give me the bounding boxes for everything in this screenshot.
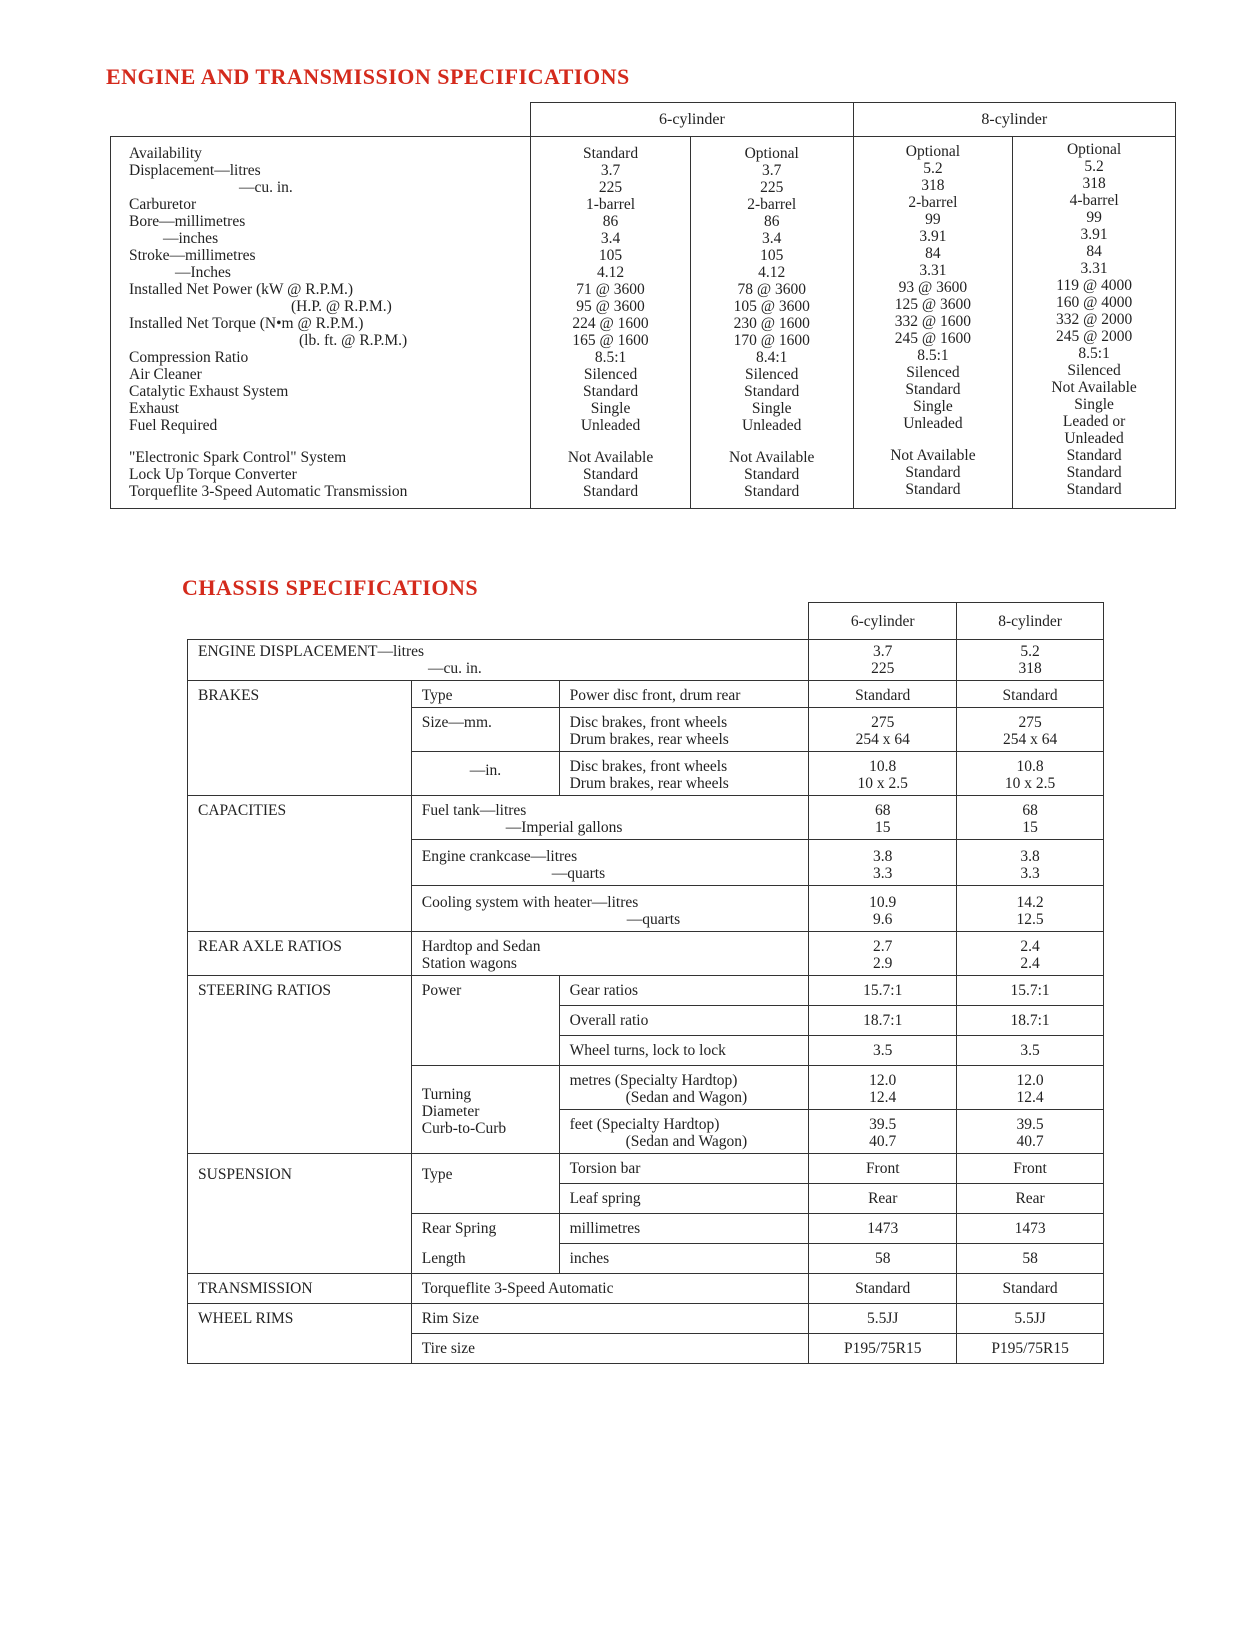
label-wheel-rims: WHEEL RIMS [188, 1304, 412, 1364]
cell-chassis-rear_axle-six-0: 2.7 [873, 938, 893, 955]
cell-chassis-steering-turns_eight: 3.5 [957, 1036, 1104, 1066]
cell-chassis-capacities-cool_eight-0: 14.2 [1016, 894, 1044, 911]
table-cell [809, 1066, 957, 1110]
cell-chassis-brakes-in_eight-0: 10.8 [1016, 758, 1044, 775]
label-net-torque-nm: Installed Net Torque (N•m @ R.P.M.) [129, 315, 364, 332]
cell-engine-columns-1-11: 170 @ 1600 [733, 332, 810, 349]
cell-chassis-steering-overall_six: 18.7:1 [809, 1006, 957, 1036]
cell-engine-columns-2-3: 2-barrel [908, 194, 958, 211]
table-cell [809, 840, 957, 886]
label-net-power-hp: (H.P. @ R.P.M.) [291, 298, 392, 315]
cell-chassis-suspension-leaf_six: Rear [809, 1184, 957, 1214]
cell-engine-columns-3-1: 5.2 [1084, 158, 1104, 175]
engine-col-8cyl-4barrel [1013, 137, 1176, 509]
cell-engine-columns-1-5: 3.4 [762, 230, 782, 247]
cell-chassis-suspension-rear_spring: Rear Spring [411, 1214, 559, 1244]
label-stroke-mm: Stroke—millimetres [129, 247, 256, 264]
engine-header-6cyl: 6-cylinder [531, 103, 853, 137]
cell-engine-columns-3-13: Silenced [1067, 362, 1121, 379]
label-rear-axle: REAR AXLE RATIOS [188, 932, 412, 976]
row-capacities-fuel [188, 796, 1104, 840]
cell-chassis-capacities-crank-0: Engine crankcase—litres [421, 848, 578, 865]
cell-chassis-steering-gear: Gear ratios [559, 976, 809, 1006]
label-steering: STEERING RATIOS [188, 976, 412, 1154]
cell-chassis-suspension-length: Length [411, 1244, 559, 1274]
cell-engine-columns-1-0: Optional [744, 145, 799, 162]
table-cell [957, 1066, 1104, 1110]
cell-chassis-steering-turning-1: Diameter [421, 1103, 480, 1120]
cell-chassis-steering-gear_eight: 15.7:1 [957, 976, 1104, 1006]
table-cell [411, 603, 559, 640]
row-suspension-torsion [188, 1154, 1104, 1184]
cell-engine-columns-2-19: Standard [905, 481, 961, 498]
cell-chassis-rear_axle-items-1: Station wagons [421, 955, 517, 972]
cell-engine-columns-2-6: 84 [925, 245, 941, 262]
cell-chassis-brakes-drum: Drum brakes, rear wheels [569, 775, 729, 792]
cell-chassis-transmission-six: Standard [809, 1274, 957, 1304]
engine-specs-table [110, 102, 1176, 509]
cell-chassis-capacities-crank_six-1: 3.3 [873, 865, 893, 882]
cell-engine-columns-3-18: Standard [1066, 447, 1122, 464]
cell-engine-columns-3-10: 332 @ 2000 [1055, 311, 1133, 328]
cell-chassis-engine_displacement-sub: —cu. in. [428, 660, 482, 677]
cell-engine-columns-2-11: 245 @ 1600 [894, 330, 972, 347]
label-catalytic: Catalytic Exhaust System [129, 383, 289, 400]
cell-chassis-transmission-eight: Standard [957, 1274, 1104, 1304]
cell-chassis-brakes-type_label: Type [411, 681, 559, 708]
cell-chassis-brakes-mm_six-1: 254 x 64 [855, 731, 910, 748]
cell-chassis-wheel_rims-rim: Rim Size [411, 1304, 809, 1334]
cell-chassis-wheel_rims-rim_six: 5.5JJ [809, 1304, 957, 1334]
cell-engine-columns-1-2: 225 [760, 179, 784, 196]
engine-header-8cyl: 8-cylinder [853, 103, 1175, 137]
chassis-specs-title: CHASSIS SPECIFICATIONS [182, 575, 479, 600]
table-cell [957, 752, 1104, 796]
cell-chassis-capacities-cool-1: —quarts [626, 911, 681, 928]
cell-chassis-capacities-crank_eight-1: 3.3 [1020, 865, 1040, 882]
cell-engine-columns-2-12: 8.5:1 [917, 347, 949, 364]
table-cell [957, 708, 1104, 752]
label-availability: Availability [129, 145, 202, 162]
cell-engine-columns-0-17: Not Available [567, 449, 654, 466]
cell-chassis-capacities-crank-1: —quarts [551, 865, 606, 882]
label-compression: Compression Ratio [129, 349, 249, 366]
engine-col-8cyl-2barrel [853, 137, 1013, 509]
cell-chassis-capacities-cool-0: Cooling system with heater—litres [421, 894, 639, 911]
cell-engine-columns-1-14: Standard [744, 383, 800, 400]
table-cell [559, 1110, 809, 1154]
engine-col-6cyl-optional [690, 137, 853, 509]
cell-engine-columns-3-4: 99 [1086, 209, 1102, 226]
table-cell [809, 1110, 957, 1154]
cell-chassis-capacities-cool_six-1: 9.6 [873, 911, 893, 928]
cell-chassis-steering-feet-0: feet (Specialty Hardtop) [569, 1116, 720, 1133]
label-stroke-in: —Inches [175, 264, 231, 281]
table-cell [559, 708, 809, 752]
cell-engine-columns-3-6: 84 [1086, 243, 1102, 260]
cell-engine-columns-1-1: 3.7 [762, 162, 782, 179]
cell-chassis-steering-metres_eight-1: 12.4 [1016, 1089, 1044, 1106]
label-torque-converter: Lock Up Torque Converter [129, 466, 297, 483]
cell-engine-columns-2-8: 93 @ 3600 [898, 279, 968, 296]
cell-engine-columns-2-5: 3.91 [919, 228, 947, 245]
cell-engine-columns-1-18: Standard [744, 466, 800, 483]
cell-chassis-capacities-fuel_eight-1: 15 [1022, 819, 1038, 836]
cell-engine-columns-3-0: Optional [1066, 141, 1122, 158]
cell-chassis-steering-feet_six-1: 40.7 [869, 1133, 897, 1150]
table-cell [957, 886, 1104, 932]
chassis-header-8cyl: 8-cylinder [957, 603, 1104, 640]
cell-chassis-brakes-size_mm_label: Size—mm. [411, 708, 559, 752]
cell-chassis-wheel_rims-rim_eight: 5.5JJ [957, 1304, 1104, 1334]
cell-engine-columns-0-5: 3.4 [600, 230, 621, 247]
table-cell [411, 1066, 559, 1154]
table-cell [957, 796, 1104, 840]
cell-chassis-steering-feet_six-0: 39.5 [869, 1116, 897, 1133]
row-transmission [188, 1274, 1104, 1304]
cell-chassis-wheel_rims-tire: Tire size [411, 1334, 809, 1364]
cell-chassis-capacities-cool_eight-1: 12.5 [1016, 911, 1044, 928]
cell-chassis-suspension-leaf_eight: Rear [957, 1184, 1104, 1214]
cell-engine-columns-3-17: Unleaded [1064, 430, 1124, 447]
cell-engine-columns-3-19: Standard [1066, 464, 1122, 481]
cell-chassis-transmission-item: Torqueflite 3-Speed Automatic [411, 1274, 809, 1304]
label-spark-control: "Electronic Spark Control" System [129, 449, 347, 466]
cell-engine-columns-0-3: 1-barrel [586, 196, 636, 213]
cell-engine-columns-1-16: Unleaded [742, 417, 802, 434]
cell-chassis-rear_axle-six-1: 2.9 [873, 955, 893, 972]
engine-col-6cyl-standard [531, 137, 691, 509]
engine-specs-title: ENGINE AND TRANSMISSION SPECIFICATIONS [106, 64, 630, 89]
label-net-power-kw: Installed Net Power (kW @ R.P.M.) [129, 281, 354, 298]
cell-engine-columns-0-12: 8.5:1 [594, 349, 627, 366]
cell-engine-columns-0-4: 86 [602, 213, 619, 230]
cell-chassis-brakes-drum: Drum brakes, rear wheels [569, 731, 729, 748]
cell-chassis-suspension-type: Type [411, 1154, 559, 1214]
cell-chassis-capacities-crank_eight-0: 3.8 [1020, 848, 1040, 865]
cell-engine-columns-0-0: Standard [582, 145, 639, 162]
cell-chassis-steering-power: Power [411, 976, 559, 1066]
cell-chassis-steering-metres_eight-0: 12.0 [1016, 1072, 1044, 1089]
cell-engine-columns-1-10: 230 @ 1600 [733, 315, 810, 332]
cell-chassis-engine_displacement-eight-1: 318 [1018, 660, 1042, 677]
row-engine-displacement [188, 640, 1104, 681]
cell-chassis-capacities-fuel_six-1: 15 [874, 819, 891, 836]
cell-engine-columns-0-8: 71 @ 3600 [576, 281, 645, 298]
cell-chassis-engine_displacement-six-1: 225 [871, 660, 895, 677]
chassis-header-6cyl: 6-cylinder [809, 603, 957, 640]
cell-engine-columns-0-19: Standard [582, 483, 639, 500]
label-engine-displacement [188, 640, 809, 681]
table-cell [957, 1110, 1104, 1154]
cell-chassis-capacities-cool_six-0: 10.9 [869, 894, 897, 911]
cell-engine-columns-1-6: 105 [760, 247, 784, 264]
cell-engine-columns-0-7: 4.12 [596, 264, 625, 281]
cell-chassis-brakes-disc: Disc brakes, front wheels [569, 714, 728, 731]
cell-chassis-brakes-disc: Disc brakes, front wheels [569, 758, 728, 775]
table-cell [809, 640, 957, 681]
label-torqueflite: Torqueflite 3-Speed Automatic Transmission [129, 483, 408, 500]
table-cell [809, 886, 957, 932]
cell-chassis-wheel_rims-tire_six: P195/75R15 [809, 1334, 957, 1364]
table-cell [188, 603, 412, 640]
cell-engine-columns-0-14: Standard [582, 383, 639, 400]
table-cell [411, 752, 559, 796]
table-cell [957, 640, 1104, 681]
row-brakes-type [188, 681, 1104, 708]
label-transmission: TRANSMISSION [188, 1274, 412, 1304]
cell-engine-columns-3-12: 8.5:1 [1078, 345, 1110, 362]
cell-chassis-engine_displacement-label: ENGINE DISPLACEMENT—litres [198, 643, 425, 660]
chassis-specs-table [187, 602, 1104, 1364]
table-cell [957, 932, 1104, 976]
cell-chassis-steering-turning-0: Turning [421, 1086, 472, 1103]
cell-engine-columns-0-11: 165 @ 1600 [572, 332, 649, 349]
table-cell [809, 752, 957, 796]
cell-engine-columns-2-0: Optional [905, 143, 961, 160]
cell-chassis-suspension-torsion_eight: Front [957, 1154, 1104, 1184]
label-net-torque-lbft: (lb. ft. @ R.P.M.) [299, 332, 408, 349]
cell-engine-columns-2-14: Standard [905, 381, 961, 398]
table-cell [411, 796, 809, 840]
cell-engine-columns-3-11: 245 @ 2000 [1055, 328, 1133, 345]
table-cell [559, 603, 809, 640]
cell-engine-columns-3-15: Single [1074, 396, 1114, 413]
cell-chassis-brakes-mm_six-0: 275 [871, 714, 895, 731]
cell-engine-columns-3-8: 119 @ 4000 [1056, 277, 1132, 294]
cell-chassis-suspension-torsion_six: Front [809, 1154, 957, 1184]
table-cell [559, 752, 809, 796]
table-cell [411, 932, 809, 976]
cell-engine-columns-1-17: Not Available [729, 449, 815, 466]
cell-engine-columns-3-5: 3.91 [1080, 226, 1108, 243]
table-cell [111, 103, 531, 137]
label-exhaust: Exhaust [129, 400, 179, 417]
cell-engine-columns-2-10: 332 @ 1600 [894, 313, 972, 330]
table-cell [411, 886, 809, 932]
label-suspension: SUSPENSION [188, 1154, 412, 1274]
cell-engine-columns-1-13: Silenced [745, 366, 799, 383]
cell-chassis-brakes-in_six-0: 10.8 [869, 758, 897, 775]
cell-engine-columns-0-9: 95 @ 3600 [576, 298, 645, 315]
cell-chassis-wheel_rims-tire_eight: P195/75R15 [957, 1334, 1104, 1364]
cell-engine-columns-1-3: 2-barrel [747, 196, 797, 213]
cell-chassis-brakes-type_value: Power disc front, drum rear [559, 681, 809, 708]
cell-engine-columns-0-16: Unleaded [580, 417, 641, 434]
cell-engine-columns-2-7: 3.31 [919, 262, 947, 279]
table-cell [809, 796, 957, 840]
label-brakes: BRAKES [188, 681, 412, 796]
label-carburetor: Carburetor [129, 196, 197, 213]
cell-engine-columns-3-14: Not Available [1051, 379, 1137, 396]
cell-engine-columns-0-15: Single [590, 400, 631, 417]
table-cell [411, 840, 809, 886]
cell-chassis-steering-turns_six: 3.5 [809, 1036, 957, 1066]
cell-engine-columns-0-6: 105 [598, 247, 623, 264]
cell-engine-columns-0-10: 224 @ 1600 [572, 315, 649, 332]
cell-chassis-suspension-in_eight: 58 [957, 1244, 1104, 1274]
cell-chassis-steering-metres-1: (Sedan and Wagon) [625, 1089, 748, 1106]
cell-chassis-brakes-size_in_label: —in. [469, 762, 502, 779]
label-bore-mm: Bore—millimetres [129, 213, 246, 230]
cell-chassis-suspension-mm_eight: 1473 [957, 1214, 1104, 1244]
label-displacement-cuin: —cu. in. [239, 179, 293, 196]
cell-engine-columns-1-8: 78 @ 3600 [737, 281, 806, 298]
cell-chassis-steering-feet_eight-1: 40.7 [1016, 1133, 1044, 1150]
cell-chassis-steering-turns: Wheel turns, lock to lock [559, 1036, 809, 1066]
cell-chassis-brakes-type_eight: Standard [957, 681, 1104, 708]
cell-chassis-rear_axle-eight-0: 2.4 [1020, 938, 1040, 955]
label-fuel: Fuel Required [129, 417, 218, 434]
cell-chassis-capacities-fuel_six-0: 68 [874, 802, 891, 819]
cell-chassis-steering-metres_six-1: 12.4 [869, 1089, 897, 1106]
cell-chassis-engine_displacement-six-0: 3.7 [873, 643, 893, 660]
cell-chassis-suspension-leaf: Leaf spring [559, 1184, 809, 1214]
cell-engine-columns-0-1: 3.7 [600, 162, 621, 179]
cell-chassis-steering-gear_six: 15.7:1 [809, 976, 957, 1006]
cell-chassis-rear_axle-items-0: Hardtop and Sedan [421, 938, 541, 955]
cell-chassis-capacities-fuel_eight-0: 68 [1022, 802, 1038, 819]
label-bore-in: —inches [163, 230, 219, 247]
cell-engine-columns-2-4: 99 [925, 211, 941, 228]
cell-chassis-suspension-in_six: 58 [809, 1244, 957, 1274]
table-cell [957, 840, 1104, 886]
cell-chassis-capacities-fuel-1: —Imperial gallons [505, 819, 623, 836]
label-air-cleaner: Air Cleaner [129, 366, 202, 383]
cell-chassis-engine_displacement-eight-0: 5.2 [1020, 643, 1040, 660]
row-wheel-rims [188, 1304, 1104, 1334]
cell-chassis-suspension-in: inches [559, 1244, 809, 1274]
cell-chassis-rear_axle-eight-1: 2.4 [1020, 955, 1040, 972]
cell-chassis-suspension-mm: millimetres [559, 1214, 809, 1244]
cell-chassis-brakes-mm_eight-0: 275 [1018, 714, 1042, 731]
cell-chassis-suspension-mm_six: 1473 [809, 1214, 957, 1244]
cell-chassis-steering-overall: Overall ratio [559, 1006, 809, 1036]
cell-engine-columns-3-7: 3.31 [1080, 260, 1108, 277]
cell-engine-columns-2-18: Standard [905, 464, 961, 481]
cell-chassis-steering-overall_eight: 18.7:1 [957, 1006, 1104, 1036]
cell-engine-columns-2-17: Not Available [890, 447, 976, 464]
cell-engine-columns-3-2: 318 [1082, 175, 1106, 192]
cell-engine-columns-2-2: 318 [921, 177, 945, 194]
cell-engine-columns-1-9: 105 @ 3600 [733, 298, 810, 315]
cell-chassis-capacities-fuel-0: Fuel tank—litres [421, 802, 527, 819]
label-displacement-litres: Displacement—litres [129, 162, 261, 179]
cell-chassis-suspension-torsion: Torsion bar [559, 1154, 809, 1184]
cell-engine-columns-2-9: 125 @ 3600 [894, 296, 972, 313]
cell-engine-columns-1-12: 8.4:1 [756, 349, 788, 366]
cell-chassis-steering-turning-2: Curb-to-Curb [421, 1120, 507, 1137]
cell-engine-columns-3-16: Leaded or [1062, 413, 1126, 430]
cell-engine-columns-1-4: 86 [763, 213, 780, 230]
table-cell [809, 708, 957, 752]
cell-engine-columns-3-9: 160 @ 4000 [1055, 294, 1133, 311]
cell-chassis-steering-feet-1: (Sedan and Wagon) [625, 1133, 748, 1150]
row-rear-axle [188, 932, 1104, 976]
cell-chassis-brakes-in_six-1: 10 x 2.5 [857, 775, 908, 792]
cell-engine-columns-1-7: 4.12 [758, 264, 786, 281]
cell-chassis-brakes-mm_eight-1: 254 x 64 [1002, 731, 1058, 748]
cell-chassis-steering-metres_six-0: 12.0 [869, 1072, 897, 1089]
cell-chassis-steering-metres-0: metres (Specialty Hardtop) [569, 1072, 738, 1089]
cell-chassis-steering-feet_eight-0: 39.5 [1016, 1116, 1044, 1133]
cell-chassis-capacities-crank_six-0: 3.8 [873, 848, 893, 865]
cell-engine-columns-2-1: 5.2 [923, 160, 943, 177]
cell-engine-columns-1-15: Single [751, 400, 792, 417]
cell-engine-columns-2-15: Single [913, 398, 953, 415]
table-cell [559, 1066, 809, 1110]
row-steering-gear [188, 976, 1104, 1006]
cell-chassis-brakes-in_eight-1: 10 x 2.5 [1004, 775, 1056, 792]
cell-engine-columns-3-3: 4-barrel [1069, 192, 1119, 209]
label-capacities: CAPACITIES [188, 796, 412, 932]
engine-labels [111, 137, 531, 509]
cell-engine-columns-0-18: Standard [582, 466, 639, 483]
cell-engine-columns-3-20: Standard [1066, 481, 1122, 498]
cell-engine-columns-2-13: Silenced [906, 364, 960, 381]
table-cell [809, 932, 957, 976]
cell-chassis-brakes-type_six: Standard [809, 681, 957, 708]
cell-engine-columns-2-16: Unleaded [903, 415, 963, 432]
cell-engine-columns-1-19: Standard [744, 483, 800, 500]
cell-engine-columns-0-2: 225 [598, 179, 623, 196]
cell-engine-columns-0-13: Silenced [583, 366, 638, 383]
